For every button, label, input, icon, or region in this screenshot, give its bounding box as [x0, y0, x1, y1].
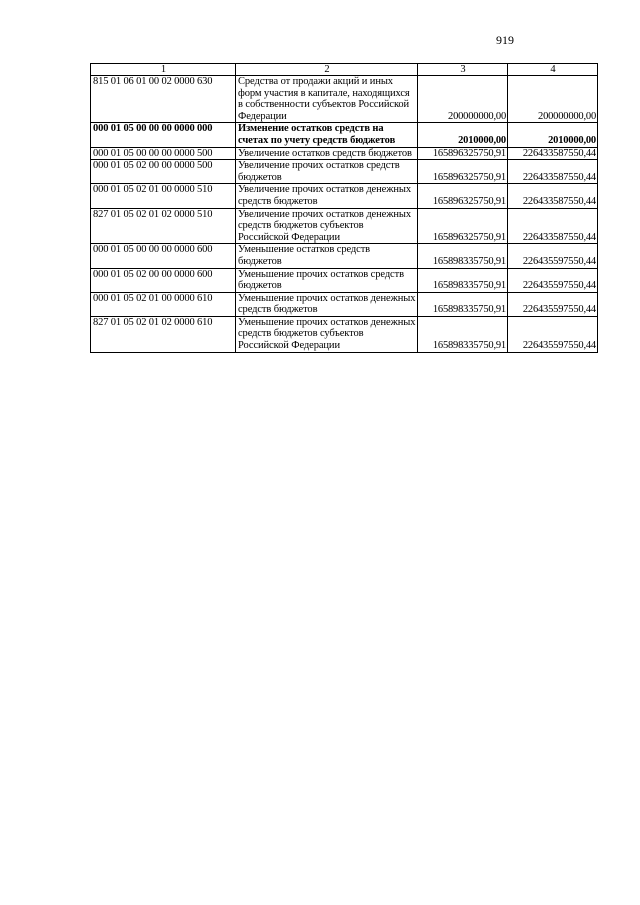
description-cell: Уменьшение прочих остатков денежных средств бюджетов [236, 292, 418, 316]
budget-code-cell: 827 01 05 02 01 02 0000 510 [91, 208, 236, 244]
amount-col3-cell: 165898335750,91 [418, 244, 508, 268]
table-row [91, 268, 598, 292]
description-cell: Уменьшение прочих остатков денежных средств бюджетов субъектов Российской Федерации [236, 316, 418, 352]
table-row [91, 244, 598, 268]
table-row [91, 184, 598, 208]
column-header: 4 [508, 64, 598, 76]
amount-col4-cell: 226433587550,44 [508, 147, 598, 160]
table-row [91, 292, 598, 316]
amount-col4-cell: 200000000,00 [508, 76, 598, 123]
table-row [91, 147, 598, 160]
description-cell: Средства от продажи акций и иных форм участия в капитале, находящихся в собственности субъектов Российской Федерации [236, 76, 418, 123]
table-row [91, 123, 598, 147]
amount-col3-cell: 165898335750,91 [418, 316, 508, 352]
budget-code-cell: 000 01 05 00 00 00 0000 600 [91, 244, 236, 268]
budget-code-cell: 000 01 05 02 00 00 0000 600 [91, 268, 236, 292]
budget-code-cell: 000 01 05 02 01 00 0000 610 [91, 292, 236, 316]
budget-code-cell: 000 01 05 02 01 00 0000 510 [91, 184, 236, 208]
amount-col3-cell: 165898335750,91 [418, 268, 508, 292]
amount-col4-cell: 226435597550,44 [508, 268, 598, 292]
budget-code-cell: 815 01 06 01 00 02 0000 630 [91, 76, 236, 123]
description-cell: Увеличение прочих остатков денежных средств бюджетов [236, 184, 418, 208]
description-cell: Уменьшение прочих остатков средств бюджетов [236, 268, 418, 292]
budget-code-cell: 000 01 05 02 00 00 0000 500 [91, 160, 236, 184]
description-cell: Увеличение остатков средств бюджетов [236, 147, 418, 160]
table-row [91, 316, 598, 352]
budget-code-cell: 000 01 05 00 00 00 0000 000 [91, 123, 236, 147]
amount-col3-cell: 165898335750,91 [418, 292, 508, 316]
amount-col3-cell: 2010000,00 [418, 123, 508, 147]
amount-col4-cell: 226435597550,44 [508, 316, 598, 352]
amount-col4-cell: 226433587550,44 [508, 208, 598, 244]
table-row [91, 160, 598, 184]
amount-col3-cell: 165896325750,91 [418, 184, 508, 208]
description-cell: Увеличение прочих остатков средств бюджетов [236, 160, 418, 184]
column-header: 3 [418, 64, 508, 76]
amount-col3-cell: 165896325750,91 [418, 208, 508, 244]
amount-col4-cell: 226435597550,44 [508, 244, 598, 268]
column-header: 2 [236, 64, 418, 76]
amount-col4-cell: 226435597550,44 [508, 292, 598, 316]
amount-col4-cell: 226433587550,44 [508, 184, 598, 208]
amount-col3-cell: 200000000,00 [418, 76, 508, 123]
budget-code-cell: 827 01 05 02 01 02 0000 610 [91, 316, 236, 352]
amount-col4-cell: 226433587550,44 [508, 160, 598, 184]
table-row [91, 208, 598, 244]
budget-sources-table [90, 63, 598, 353]
amount-col4-cell: 2010000,00 [508, 123, 598, 147]
description-cell: Увеличение прочих остатков денежных средств бюджетов субъектов Российской Федерации [236, 208, 418, 244]
page-number: 919 [496, 33, 514, 47]
amount-col3-cell: 165896325750,91 [418, 160, 508, 184]
amount-col3-cell: 165896325750,91 [418, 147, 508, 160]
table-header-row [91, 64, 598, 76]
table-row [91, 76, 598, 123]
budget-code-cell: 000 01 05 00 00 00 0000 500 [91, 147, 236, 160]
description-cell: Изменение остатков средств на счетах по учету средств бюджетов [236, 123, 418, 147]
description-cell: Уменьшение остатков средств бюджетов [236, 244, 418, 268]
column-header: 1 [91, 64, 236, 76]
